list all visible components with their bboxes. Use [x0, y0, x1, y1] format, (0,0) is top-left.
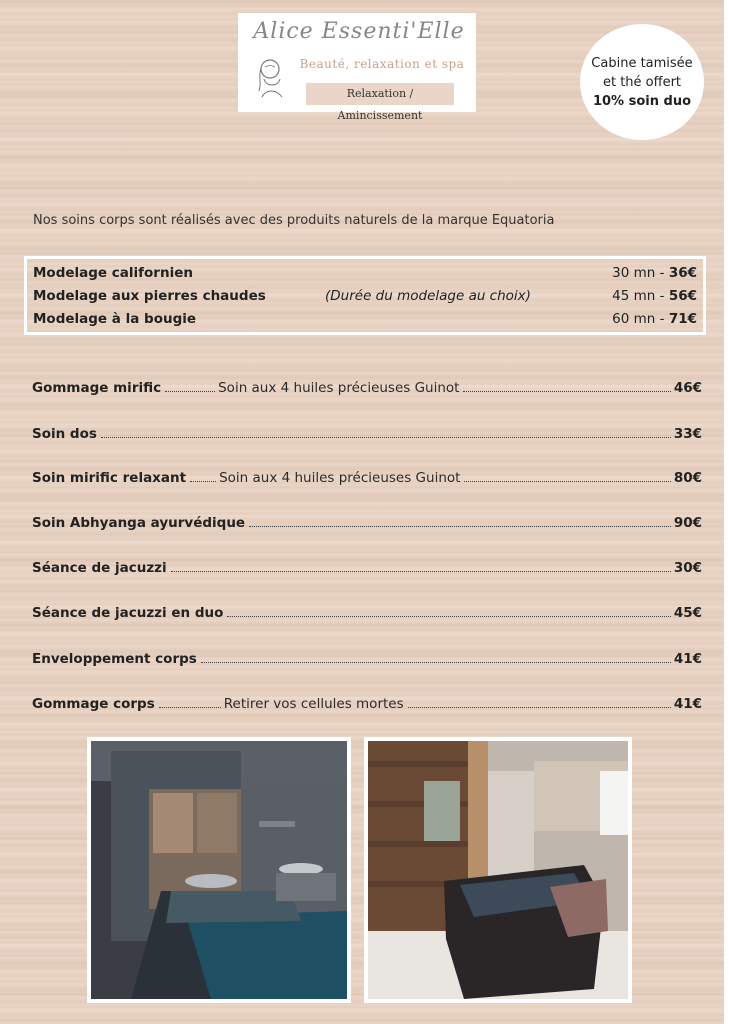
soin-price: 45€ [673, 605, 702, 621]
jacuzzi-room-photo [364, 737, 632, 1003]
logo-name: Alice Essenti'Elle [253, 19, 465, 44]
soin-desc: Retirer vos cellules mortes [223, 696, 404, 712]
intro-text: Nos soins corps sont réalisés avec des produits naturels de la marque Equatoria [33, 213, 555, 228]
modelage-name: Modelage californien [33, 265, 193, 281]
dot-leader [463, 391, 670, 392]
modelage-name: Modelage à la bougie [33, 311, 197, 327]
dot-leader [249, 526, 671, 527]
logo [238, 13, 476, 122]
badge-line-1: Cabine tamisée [591, 55, 693, 71]
dot-leader [227, 616, 670, 617]
soin-price: 46€ [673, 380, 702, 396]
dot-leader [201, 662, 671, 663]
soin-row [32, 511, 702, 531]
modelage-row [33, 265, 697, 287]
soin-name: Soin mirific relaxant [32, 470, 187, 486]
soin-price: 80€ [673, 470, 702, 486]
soin-name: Séance de jacuzzi en duo [32, 605, 224, 621]
massage-room-photo [87, 737, 351, 1003]
soin-desc: Soin aux 4 huiles précieuses Guinot [218, 380, 460, 396]
soin-price: 41€ [673, 651, 702, 667]
soin-desc: Soin aux 4 huiles précieuses Guinot [219, 470, 461, 486]
dot-leader [464, 481, 670, 482]
soin-row [32, 647, 702, 667]
dot-leader [171, 571, 671, 572]
soin-price: 33€ [673, 426, 702, 442]
soin-row [32, 422, 702, 442]
modelage-price: 45 mn - 56€ [612, 288, 697, 304]
soin-name: Séance de jacuzzi [32, 560, 167, 576]
dot-leader [101, 437, 671, 438]
soin-row [32, 466, 702, 486]
soin-name: Enveloppement corps [32, 651, 197, 667]
badge-line-3: 10% soin duo [592, 93, 692, 109]
badge-line-2: et thé offert [602, 74, 682, 90]
soin-name: Soin dos [32, 426, 97, 442]
soin-name: Gommage mirific [32, 380, 162, 396]
soin-row [32, 692, 702, 712]
modelage-box [24, 256, 706, 335]
page-edge [724, 0, 729, 1024]
soin-price: 90€ [673, 515, 702, 531]
dot-leader [165, 391, 215, 392]
modelage-name: Modelage aux pierres chaudes [33, 288, 266, 304]
dot-leader [159, 707, 221, 708]
woman-silhouette-icon [250, 53, 290, 103]
modelage-row [33, 288, 697, 310]
soin-price: 30€ [673, 560, 702, 576]
dot-leader [408, 707, 671, 708]
dot-leader [190, 481, 216, 482]
modelage-price: 30 mn - 36€ [612, 265, 697, 281]
offer-badge [580, 24, 704, 140]
soin-name: Soin Abhyanga ayurvédique [32, 515, 246, 531]
soin-row [32, 376, 702, 396]
modelage-price: 60 mn - 71€ [612, 311, 697, 327]
modelage-row [33, 311, 697, 333]
soin-price: 41€ [673, 696, 702, 712]
soin-name: Gommage corps [32, 696, 155, 712]
soin-row [32, 556, 702, 576]
logo-tag: Relaxation / Amincissement [306, 83, 454, 105]
logo-subtitle: Beauté, relaxation et spa [299, 57, 465, 71]
modelage-note: (Durée du modelage au choix) [325, 288, 531, 304]
soin-row [32, 601, 702, 621]
